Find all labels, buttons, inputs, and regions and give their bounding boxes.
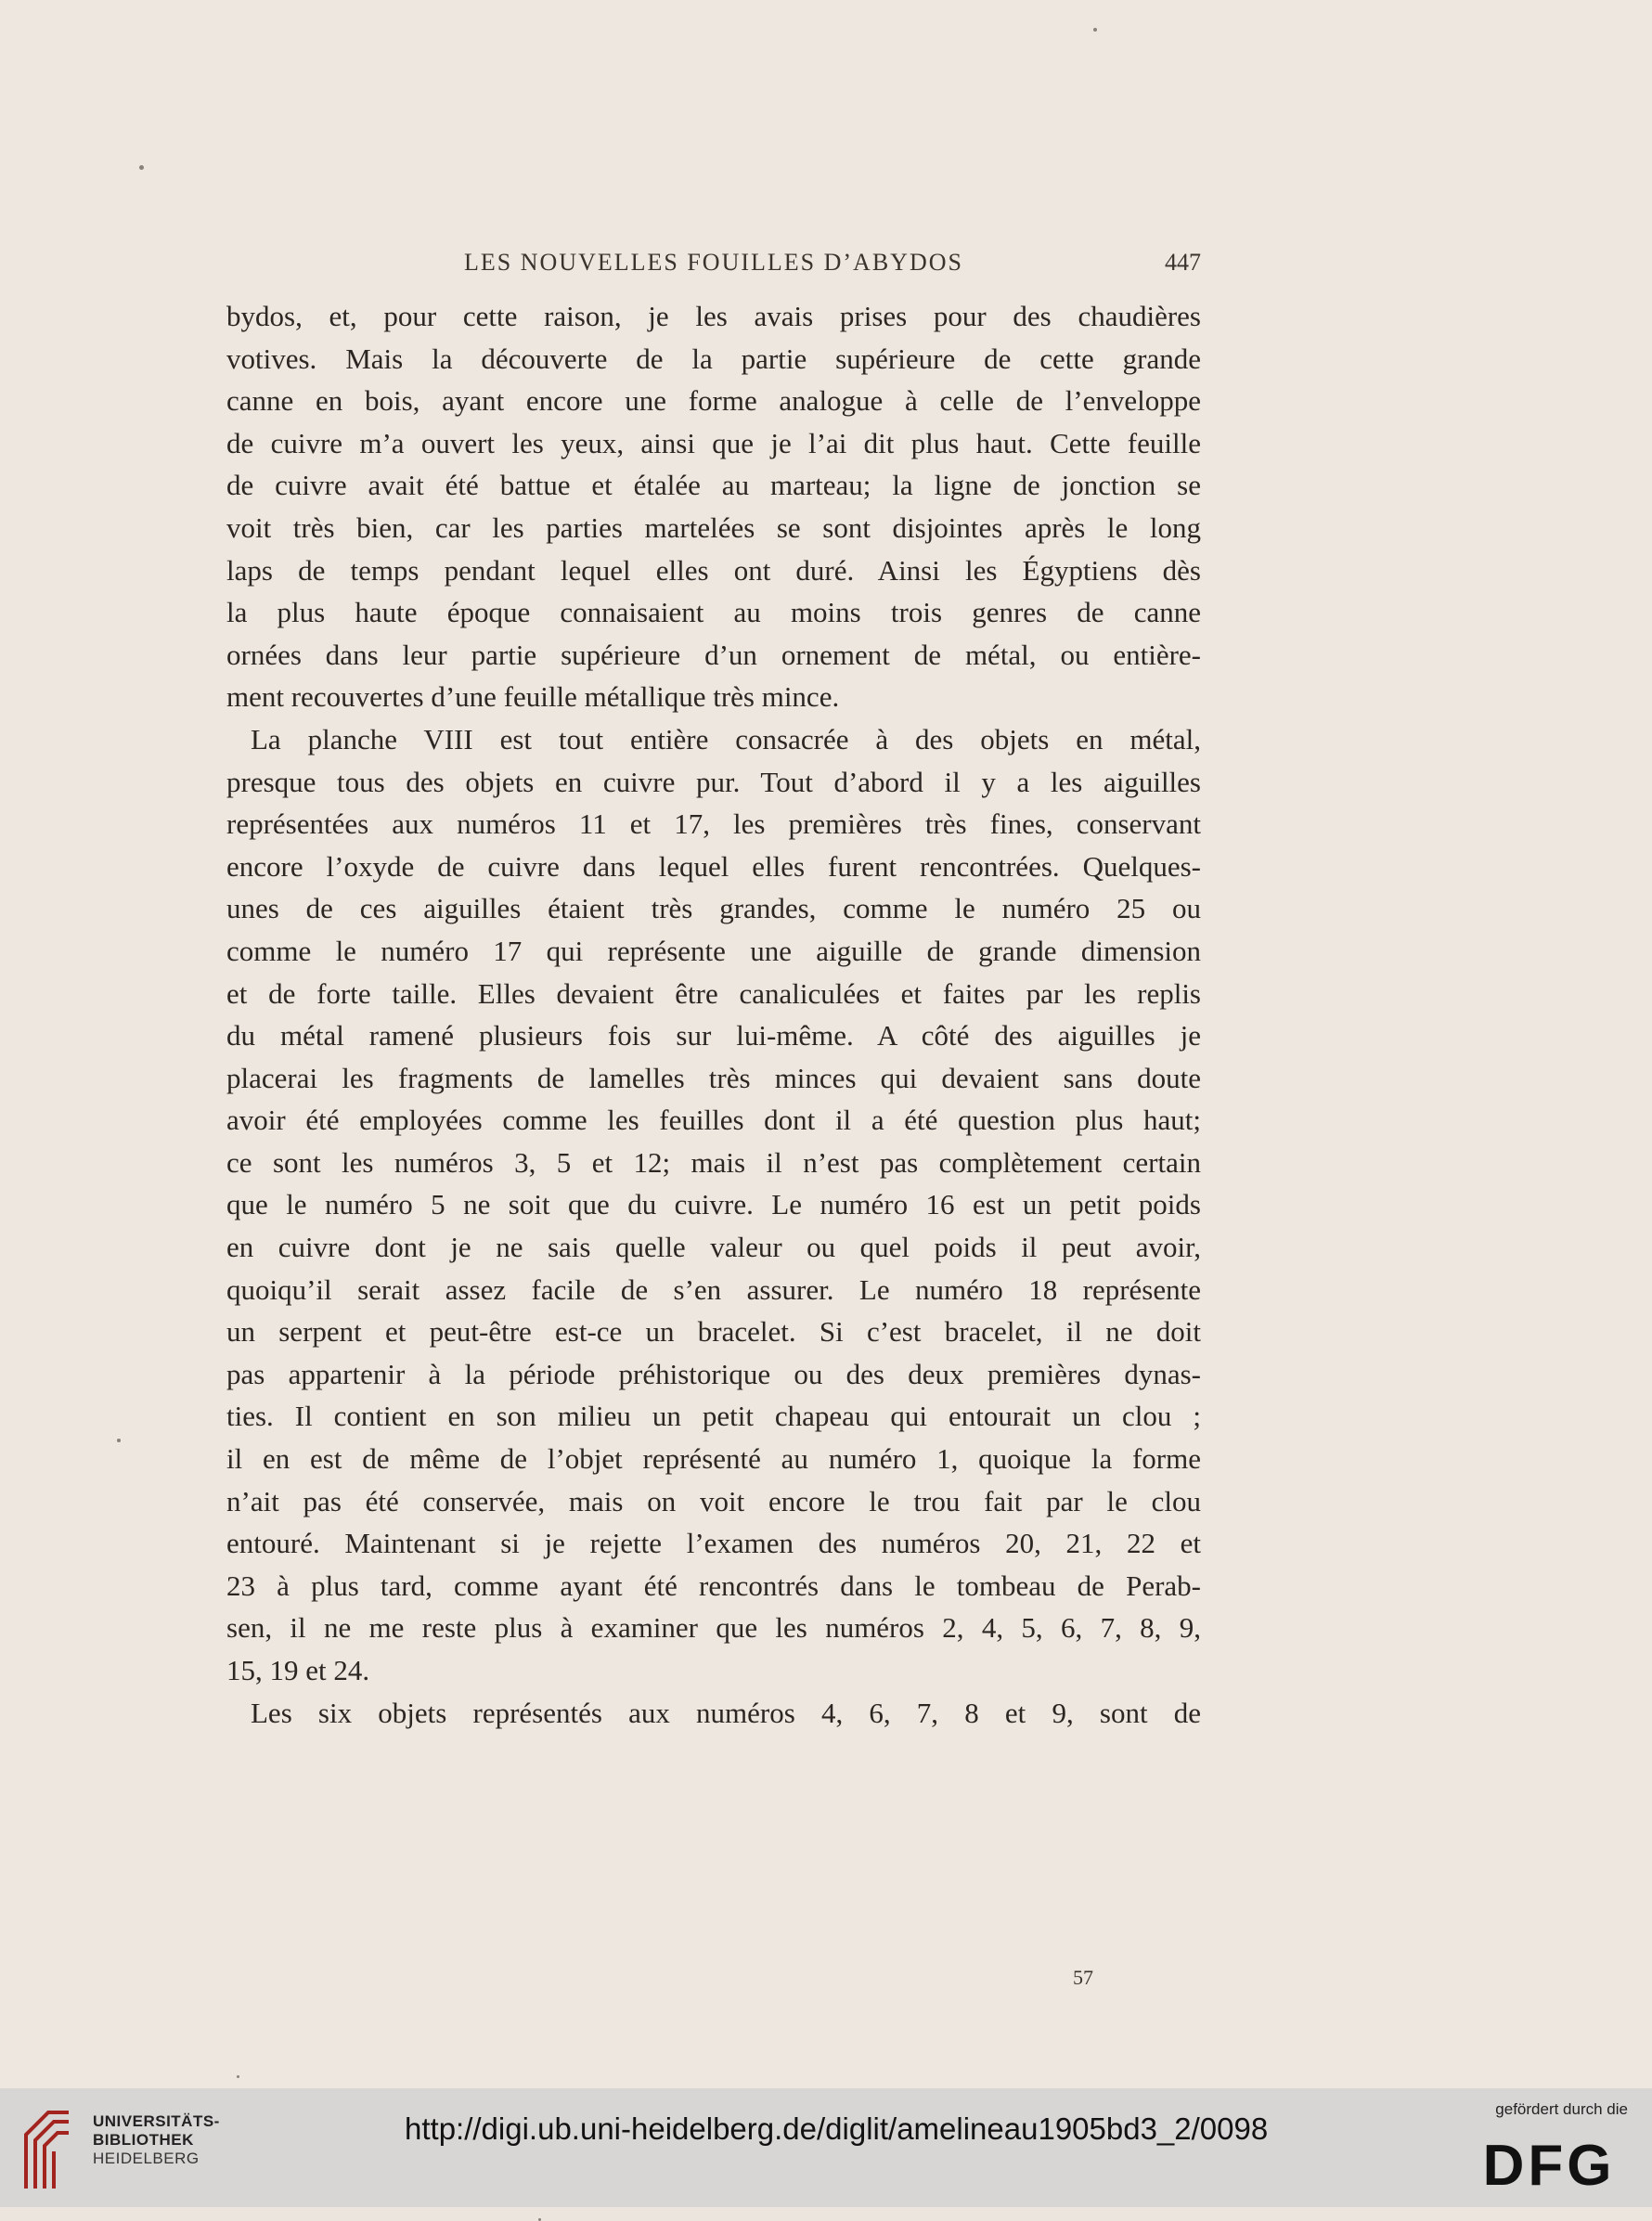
body-text <box>226 295 1201 1734</box>
library-name-line: HEIDELBERG <box>93 2150 200 2167</box>
library-name-line: BIBLIOTHEK <box>93 2131 194 2149</box>
text-line: du métal ramené plusieurs fois sur lui-même. A côté des aiguilles je <box>226 1019 1201 1052</box>
text-line: sen, il ne me reste plus à examiner que les numéros 2, 4, 5, 6, 7, 8, 9, <box>226 1611 1201 1645</box>
text-line: représentées aux numéros 11 et 17, les premières très fines, conservant <box>226 807 1201 841</box>
text-line: ce sont les numéros 3, 5 et 12; mais il n’est pas complètement certain <box>226 1145 1201 1179</box>
text-line: canne en bois, ayant encore une forme analogue à celle de l’enveloppe <box>226 384 1201 418</box>
text-line: que le numéro 5 ne soit que du cuivre. Le numéro 16 est un petit poids <box>226 1188 1201 1221</box>
text-line: ties. Il contient en son milieu un petit chapeau qui entourait un clou ; <box>226 1400 1201 1433</box>
text-line: unes de ces aiguilles étaient très grandes, comme le numéro 25 ou <box>226 892 1201 925</box>
running-title: LES NOUVELLES FOUILLES D’ABYDOS <box>464 249 963 276</box>
text-line: La planche VIII est tout entière consacrée à des objets en métal, <box>251 722 1201 755</box>
scan-speck <box>1093 28 1097 32</box>
text-line: il en est de même de l’objet représenté au numéro 1, quoique la forme <box>226 1442 1201 1476</box>
footer-bar <box>0 2088 1652 2207</box>
text-line: de cuivre m’a ouvert les yeux, ainsi que je l’ai dit plus haut. Cette feuille <box>226 426 1201 459</box>
text-line: de cuivre avait été battue et étalée au marteau; la ligne de jonction se <box>226 469 1201 502</box>
text-line: 15, 19 et 24. <box>226 1654 370 1686</box>
text-line: presque tous des objets en cuivre pur. Tout d’abord il y a les aiguilles <box>226 765 1201 798</box>
text-line: en cuivre dont je ne sais quelle valeur ou quel poids il peut avoir, <box>226 1231 1201 1264</box>
dfg-logo-text: DFG <box>1482 2135 1616 2190</box>
university-library-name <box>93 2112 220 2168</box>
text-line: 23 à plus tard, comme ayant été rencontrés dans le tombeau de Perab- <box>226 1569 1201 1602</box>
text-line: pas appartenir à la période préhistorique ou des deux premières dynas- <box>226 1357 1201 1390</box>
running-head <box>226 249 1201 278</box>
text-line: n’ait pas été conservée, mais on voit encore le trou fait par le clou <box>226 1484 1201 1517</box>
text-line: comme le numéro 17 qui représente une aiguille de grande dimension <box>226 934 1201 967</box>
signature-mark: 57 <box>1073 1966 1093 1989</box>
scan-speck <box>139 165 144 170</box>
scan-speck <box>237 2075 239 2078</box>
library-name-line: UNIVERSITÄTS- <box>93 2112 220 2130</box>
text-line: ornées dans leur partie supérieure d’un ornement de métal, ou entière- <box>226 638 1201 671</box>
text-line: et de forte taille. Elles devaient être canaliculées et faites par les replis <box>226 976 1201 1010</box>
text-line: laps de temps pendant lequel elles ont duré. Ainsi les Égyptiens dès <box>226 553 1201 587</box>
text-line: la plus haute époque connaisaient au moins trois genres de canne <box>226 596 1201 629</box>
text-line: voit très bien, car les parties martelées se sont disjointes après le long <box>226 510 1201 544</box>
text-line: bydos, et, pour cette raison, je les avais prises pour des chaudières <box>226 300 1201 332</box>
page-number: 447 <box>1165 249 1201 276</box>
text-line: avoir été employées comme les feuilles dont il a été question plus haut; <box>226 1104 1201 1137</box>
text-line: ment recouvertes d’une feuille métallique très mince. <box>226 680 840 714</box>
text-line: entouré. Maintenant si je rejette l’examen des numéros 20, 21, 22 et <box>226 1527 1201 1560</box>
funding-label: gefördert durch die <box>1495 2100 1628 2118</box>
text-line: votives. Mais la découverte de la partie supérieure de cette grande <box>226 342 1201 375</box>
university-library-logo-icon <box>20 2107 74 2192</box>
text-line: quoiqu’il serait assez facile de s’en assurer. Le numéro 18 représente <box>226 1272 1201 1306</box>
text-line: placerai les fragments de lamelles très minces qui devaient sans doute <box>226 1061 1201 1094</box>
permalink-url[interactable]: http://digi.ub.uni-heidelberg.de/diglit/amelineau1905bd3_2/0098 <box>405 2111 1269 2146</box>
text-line: un serpent et peut-être est-ce un bracelet. Si c’est bracelet, il ne doit <box>226 1315 1201 1349</box>
scan-speck <box>117 1439 121 1442</box>
dfg-logo-icon <box>1470 2135 1628 2190</box>
text-line: Les six objets représentés aux numéros 4, 6, 7, 8 et 9, sont de <box>251 1696 1201 1729</box>
text-line: encore l’oxyde de cuivre dans lequel elles furent rencontrées. Quelques- <box>226 849 1201 883</box>
